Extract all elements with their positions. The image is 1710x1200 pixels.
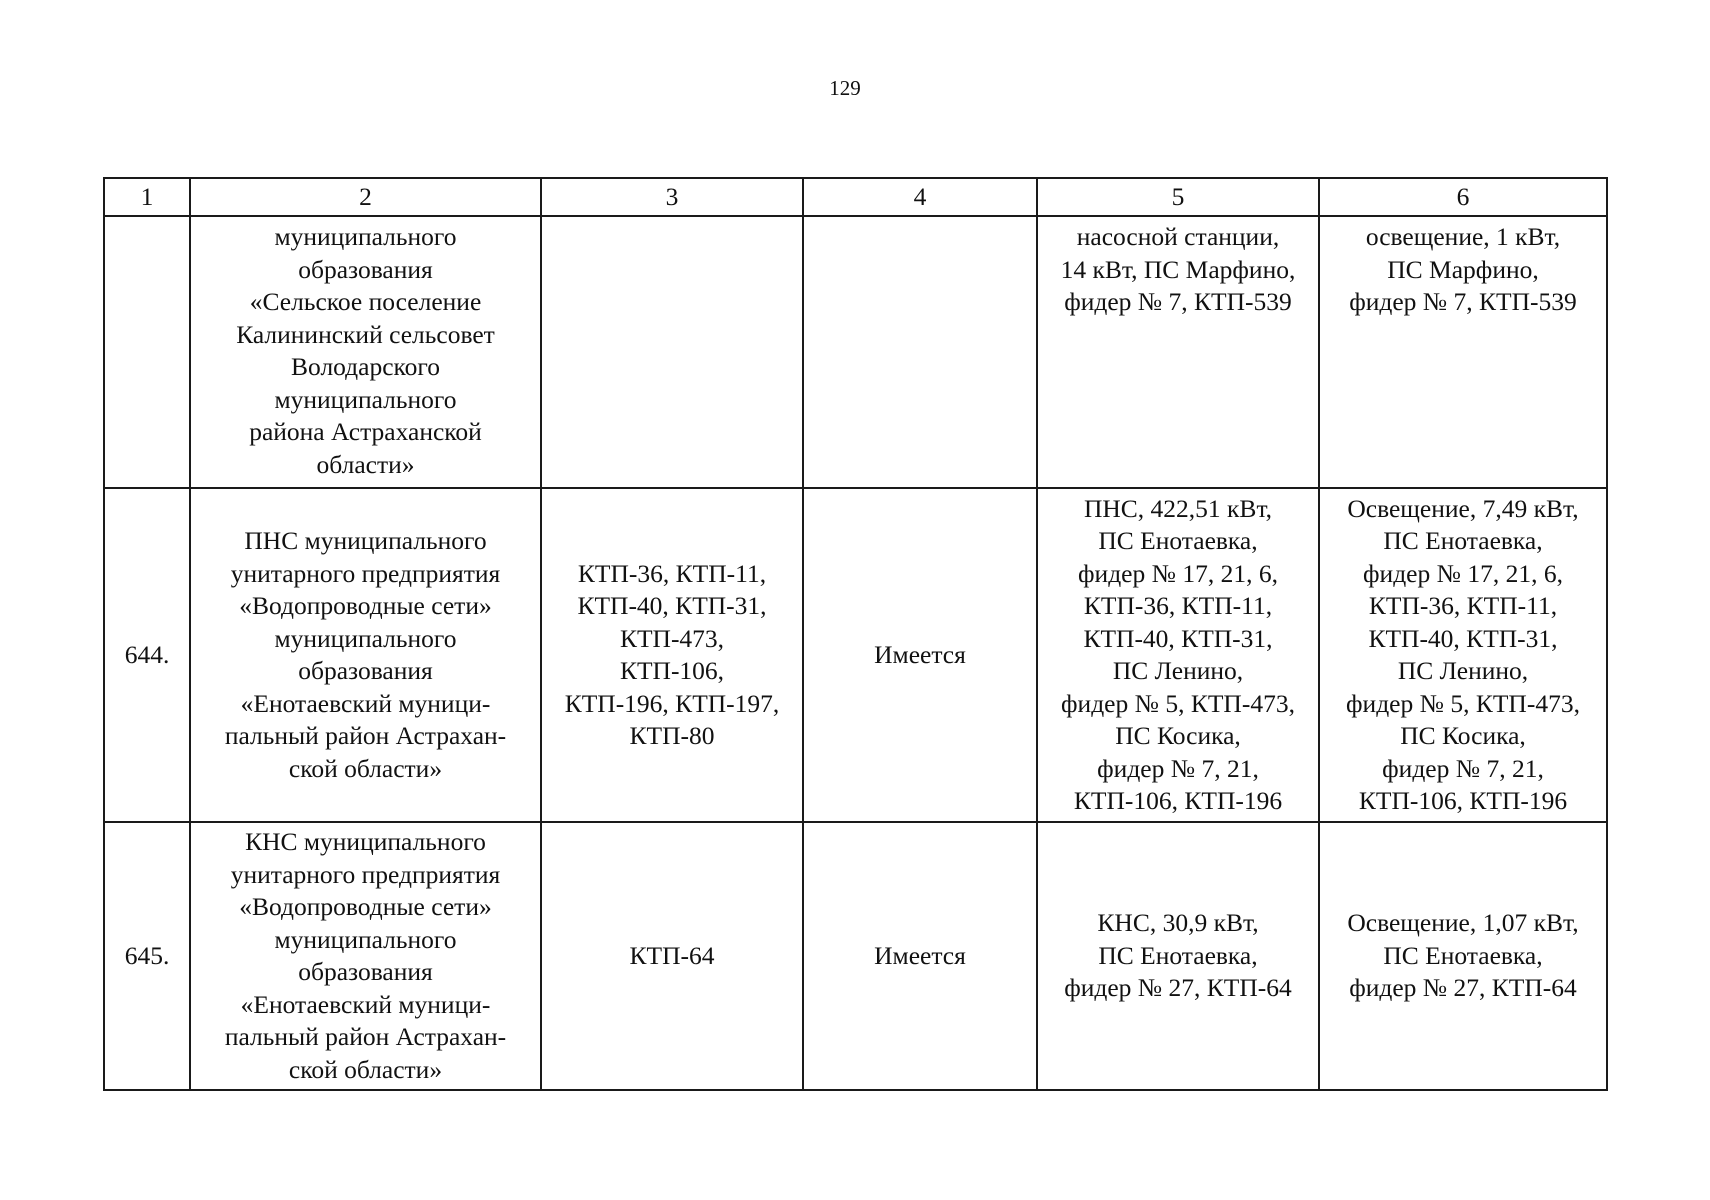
status-cell: Имеется [803,822,1037,1090]
object-line: Калининский сельсовет [236,319,495,349]
object-line: образования [298,254,433,284]
lighting-supply-line: ПС Енотаевка, [1383,940,1543,970]
object-line: «Енотаевский муници- [240,688,491,718]
substation-line: КТП-36, КТП-11, [577,558,767,588]
main-supply-line: фидер № 17, 21, 6, [1078,558,1278,588]
column-number-cell: 1 [104,178,190,216]
object-line: Володарского [291,352,440,381]
main-supply-line: фидер № 7, 21, [1097,753,1259,783]
lighting-supply-line: освещение, 1 кВт, [1365,222,1561,251]
main-supply-line: 14 кВт, ПС Марфино, [1060,254,1296,284]
main-supply-line: фидер № 7, КТП-539 [1064,287,1292,316]
main-supply-line: фидер № 5, КТП-473, [1061,688,1295,718]
lighting-supply-line: фидер № 27, КТП-64 [1349,973,1577,1003]
object-cell [190,216,541,488]
object-line: пальный район Астрахан- [224,1022,507,1051]
substations-cell [541,822,803,1090]
main-supply-line: КТП-106, КТП-196 [1073,786,1283,815]
object-line: унитарного предприятия [230,558,501,588]
column-number-cell: 5 [1037,178,1319,216]
main-supply-cell [1037,488,1319,822]
lighting-supply-line: КТП-40, КТП-31, [1368,623,1558,653]
object-line: муниципального [274,623,457,653]
lighting-supply-cell [1319,488,1607,822]
lighting-supply-line: КТП-36, КТП-11, [1368,591,1558,620]
main-supply-line: насосной станции, [1076,222,1280,251]
lighting-supply-line: ПС Енотаевка, [1383,526,1543,555]
lighting-supply-line: Освещение, 1,07 кВт, [1347,908,1579,938]
object-line: ской области» [288,753,443,783]
lighting-supply-cell [1319,822,1607,1090]
lighting-supply-line: Освещение, 7,49 кВт, [1347,493,1579,523]
object-line: «Водопроводные сети» [239,892,492,921]
table-header-row [104,178,1607,216]
table-row [104,822,1607,1090]
row-number-cell: 644. [104,488,190,822]
object-line: «Енотаевский муници- [240,989,491,1019]
table-row [104,488,1607,822]
main-supply-line: КТП-40, КТП-31, [1083,623,1273,653]
lighting-supply-line: фидер № 5, КТП-473, [1346,688,1580,718]
object-line: образования [298,656,433,685]
data-table [103,177,1608,1091]
main-supply-cell [1037,216,1319,488]
main-supply-cell [1037,822,1319,1090]
substations-cell [541,216,803,488]
main-supply-line: ПС Енотаевка, [1098,526,1258,555]
column-number-cell: 6 [1319,178,1607,216]
object-line: муниципального [274,222,457,251]
column-number-cell: 2 [190,178,541,216]
substation-line: КТП-106, [619,656,725,685]
object-line: «Сельское поселение [249,287,482,316]
object-line: ПНС муниципального [244,526,487,555]
page-number: 129 [829,76,861,100]
substation-line: КТП-80 [629,721,715,750]
main-supply-line: ПС Енотаевка, [1098,940,1258,970]
object-line: района Астраханской [249,417,482,446]
table-row [104,216,1607,488]
main-supply-line: КТП-36, КТП-11, [1083,591,1273,620]
lighting-supply-line: ПС Косика, [1400,721,1526,750]
lighting-supply-cell [1319,216,1607,488]
row-number-cell [104,216,190,488]
object-cell [190,822,541,1090]
lighting-supply-line: ПС Ленино, [1397,656,1529,685]
object-line: КНС муниципального [245,827,486,856]
status-cell [803,216,1037,488]
object-line: области» [316,449,415,479]
object-line: унитарного предприятия [230,859,501,889]
main-supply-line: ПНС, 422,51 кВт, [1083,493,1273,523]
lighting-supply-line: фидер № 7, 21, [1382,753,1544,783]
lighting-supply-line: ПС Марфино, [1387,254,1539,284]
lighting-supply-line: фидер № 7, КТП-539 [1349,287,1577,316]
main-supply-line: ПС Ленино, [1112,656,1244,685]
object-line: пальный район Астрахан- [224,721,507,750]
object-line: ской области» [288,1054,443,1084]
object-line: «Водопроводные сети» [239,591,492,620]
row-number-cell: 645. [104,822,190,1090]
object-cell [190,488,541,822]
main-supply-line: ПС Косика, [1115,721,1241,750]
status-cell: Имеется [803,488,1037,822]
object-line: муниципального [274,924,457,954]
main-supply-line: КНС, 30,9 кВт, [1097,908,1259,938]
lighting-supply-line: КТП-106, КТП-196 [1358,786,1568,815]
column-number-cell: 4 [803,178,1037,216]
substation-line: КТП-40, КТП-31, [577,591,767,620]
lighting-supply-line: фидер № 17, 21, 6, [1363,558,1563,588]
substation-line: КТП-473, [619,623,725,653]
object-line: муниципального [274,384,457,414]
object-line: образования [298,957,433,986]
column-number-cell: 3 [541,178,803,216]
main-supply-line: фидер № 27, КТП-64 [1064,973,1292,1003]
substation-line: КТП-196, КТП-197, [564,688,780,718]
substation-line: КТП-64 [629,940,715,970]
substations-cell [541,488,803,822]
